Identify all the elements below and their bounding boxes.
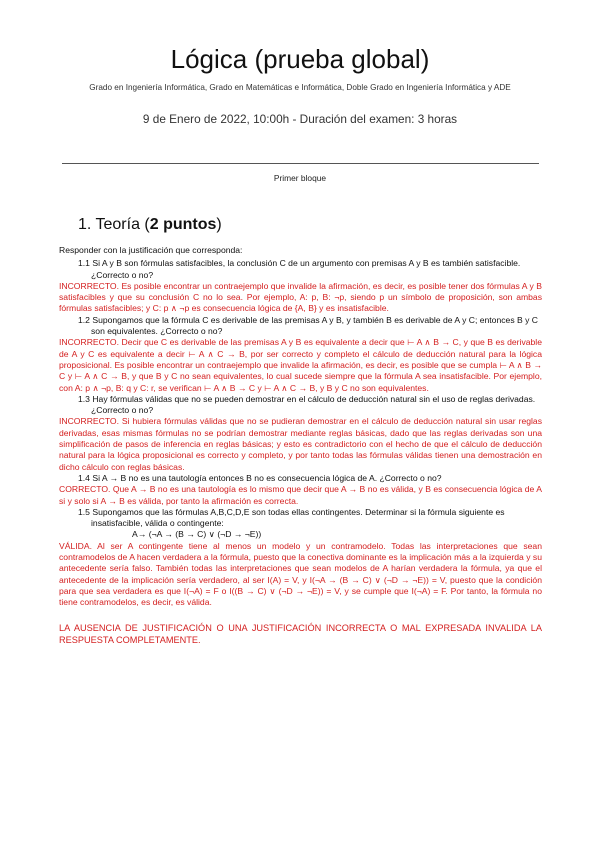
section-prefix: 1. Teoría (: [78, 216, 150, 233]
answer-1-5: VÁLIDA. Al ser A contingente tiene al menos un modelo y un contramodelo. Todas las interpretaciones que sean contramodelos de A hacen verdadera a la fórmula, puesto que la conectiva dominante es la implicación más a la izquierda y su antecedente sería falso. También todas las interpretaciones que sean modelos de A harían verdadera la fórmula, ya que el antecedente de la implicación sería verdadero, al ser Ι(A) = V, y Ι(¬A → (B → C) ∨ (¬D → ¬E)) = V, puesto que la condición para que sea verdadera es que Ι(¬A) = F o Ι((B → C) ∨ (¬D → ¬E)) = V, y se cumple que Ι(¬A) = F. Por tanto, la fórmula no tiene contramodelos, es decir, es válida.: [59, 540, 542, 608]
section-content: [59, 245, 542, 646]
degree-programs: Grado en Ingeniería Informática, Grado en Matemáticas e Informática, Doble Grado en Ingeniería Informática y ADE: [89, 83, 511, 92]
section-suffix: ): [216, 216, 222, 233]
question-1-2: 1.2 Supongamos que la fórmula C es derivable de las premisas A y B, y también B es derivable de A y C; entonces B y C son equivalentes. ¿Correcto o no?: [78, 314, 539, 337]
question-1-4: 1.4 Si A → B no es una tautología entonces B no es consecuencia lógica de A. ¿Correcto o no?: [78, 472, 442, 483]
answer-1-3: INCORRECTO. Si hubiera fórmulas válidas que no se pudieran demostrar en el cálculo de deducción natural sin usar reglas derivadas, esas mismas fórmulas no se podrían demostrar mediante reglas básicas, dado que las reglas derivadas son una simplificación de pasos de inferencia en reglas básicas; y esto es contradictorio con el hecho de que el cálculo de deducción natural para la lógica proposicional es correcto y completo, y por tanto todas las fórmulas válidas tienen una demostración en dicho cálculo con reglas básicas.: [59, 416, 542, 472]
section-points: 2 puntos: [149, 216, 217, 233]
answer-1-2: INCORRECTO. Decir que C es derivable de las premisas A y B es equivalente a decir que ⊢ A ∧ B → C, y que B es derivable de A y C es equivalente a decir ⊢ A ∧ C → B, por ser correcto y completo el cálculo de deducción natural para la lógica proposicional. Es posible encontrar un contraejemplo que invalide la afirmación, es decir, es posible que se cumpla ⊢ A ∧ B → C y ⊢ A ∧ C → B, y que B y C no sean equivalentes, lo cual sucede siempre que la fórmula A sea insatisfacible. Por ejemplo, con A: p ∧ ¬p, B: q y C: r, se verifican ⊢ A ∧ B → C y ⊢ A ∧ C → B, y B y C no son equivalentes.: [59, 337, 542, 393]
question-1-5: 1.5 Supongamos que las fórmulas A,B,C,D,E son todas ellas contingentes. Determinar si la fórmula siguiente es insatisfacible, válida o contingente:: [78, 506, 505, 529]
exam-title: Lógica (prueba global): [170, 44, 430, 74]
exam-date: 9 de Enero de 2022, 10:00h - Duración del examen: 3 horas: [142, 112, 458, 126]
question-1-3: 1.3 Hay fórmulas válidas que no se pueden demostrar en el cálculo de deducción natural sin el uso de reglas derivadas. ¿Correcto o no?: [78, 393, 536, 416]
instructions: Responder con la justificación que corresponda:: [59, 245, 243, 255]
block-heading: Primer bloque: [273, 173, 327, 183]
answer-1-4: CORRECTO. Que A → B no es una tautología es lo mismo que decir que A → B no es válida, y B es consecuencia lógica de A si y solo si A → B es válida, por tanto la afirmación es correcta.: [59, 484, 542, 506]
answer-1-1: INCORRECTO. Es posible encontrar un contraejemplo que invalide la afirmación, es decir, es posible tener dos fórmulas A y B satisfacibles y que su conclusión C no lo sea. Por ejemplo, A: p, B: ¬p, siendo p un símbolo de proposición, son ambas fórmulas satisfacibles; y C: p ∧ ¬p es consecuencia lógica de {A, B} y es insatisfacible.: [59, 280, 542, 314]
header-divider: [62, 163, 539, 164]
question-1-5-formula: A→ (¬A → (B → C) ∨ (¬D → ¬E)): [132, 529, 262, 540]
question-1-1: 1.1 Si A y B son fórmulas satisfacibles, la conclusión C de un argumento con premisas A y B es también satisfacible. ¿Correcto o no?: [78, 258, 521, 280]
final-warning: LA AUSENCIA DE JUSTIFICACIÓN O UNA JUSTIFICACIÓN INCORRECTA O MAL EXPRESADA INVALIDA LA RESPUESTA COMPLETAMENTE.: [59, 622, 542, 645]
section-heading: [78, 216, 222, 234]
